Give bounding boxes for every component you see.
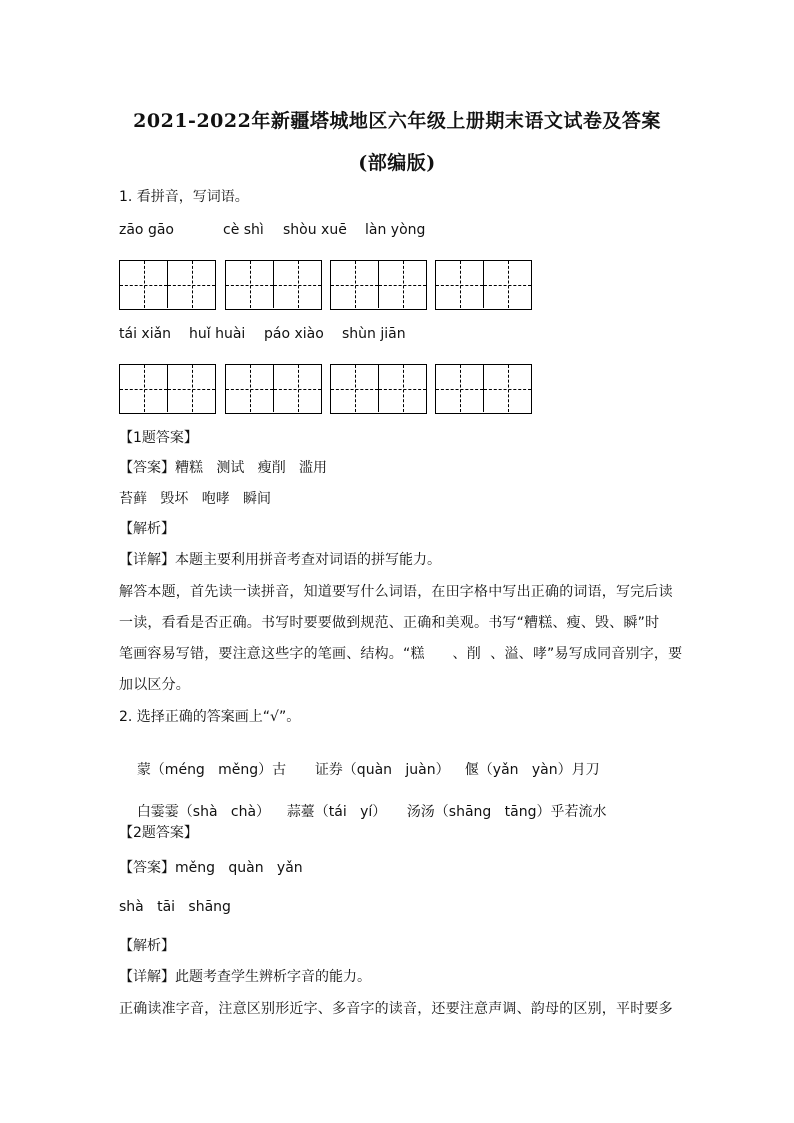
choice-item[interactable]: 汤汤（shāng tāng）乎若流水 (406, 804, 607, 820)
choice-item[interactable]: 蒙（méng měng）古 (136, 762, 287, 778)
tianzige-box[interactable] (330, 260, 427, 310)
q1-pinyin-row-1 (119, 222, 425, 238)
pinyin-item: cè shì (223, 222, 264, 238)
answer-label: 【答案】 (119, 860, 175, 876)
detail-label: 【详解】 (119, 552, 175, 568)
detail-text: 本题主要利用拼音考查对词语的拼写能力。 (175, 552, 441, 568)
choice-item[interactable]: 证券（quàn juàn） (314, 762, 450, 778)
answer-text: 糟糕 测试 瘦削 滥用 (175, 460, 328, 476)
answer-label: 【答案】 (119, 460, 175, 476)
q2-analysis-header: 【解析】 (119, 938, 175, 954)
pinyin-item: làn yòng (365, 222, 426, 238)
tianzige-box[interactable] (119, 260, 216, 310)
q2-explain-line: 正确读准字音，注意区别形近字、多音字的读音，还要注意声调、韵母的区别，平时要多 (119, 1001, 673, 1017)
answer-text: měng quàn yǎn (175, 860, 303, 876)
tianzige-box[interactable] (225, 364, 322, 414)
detail-label: 【详解】 (119, 969, 175, 985)
choice-item[interactable]: 白霎霎（shà chà） (136, 804, 271, 820)
q1-explain-line-4: 加以区分。 (119, 677, 190, 693)
tianzige-box[interactable] (119, 364, 216, 414)
q2-answer-line-1 (119, 857, 303, 877)
pinyin-item: shòu xuē (283, 222, 347, 238)
title-line-1: 2021-2022年新疆塔城地区六年级上册期末语文试卷及答案 (133, 110, 661, 132)
q2-answer-line-2: shà tāi shāng (119, 899, 231, 915)
tianzige-box[interactable] (330, 364, 427, 414)
tianzige-box[interactable] (435, 364, 532, 414)
q1-explain-line-1: 解答本题，首先读一读拼音，知道要写什么词语，在田字格中写出正确的词语，写完后读 (119, 584, 673, 600)
q1-detail (119, 549, 441, 569)
tianzige-box[interactable] (225, 260, 322, 310)
choice-item[interactable]: 偃（yǎn yàn）月刀 (464, 762, 600, 778)
pinyin-item: shùn jiān (342, 326, 406, 342)
pinyin-item: páo xiào (264, 326, 324, 342)
q1-answer-header: 【1题答案】 (119, 430, 198, 446)
pinyin-item: tái xiǎn (119, 326, 172, 342)
q1-explain-line-2: 一读，看看是否正确。书写时要要做到规范、正确和美观。书写“糟糕、瘦、毁、瞬”时 (119, 615, 660, 631)
title-line-2: (部编版) (358, 152, 436, 174)
pinyin-item: zāo gāo (119, 222, 174, 238)
q2-stem: 2. 选择正确的答案画上“√”。 (119, 709, 301, 725)
q1-stem: 1. 看拼音，写词语。 (119, 189, 249, 205)
pinyin-item: huǐ huài (189, 326, 246, 342)
q1-answer-line-1 (119, 457, 327, 477)
q2-detail (119, 966, 371, 986)
q1-explain-line-3: 笔画容易写错，要注意这些字的笔画、结构。“糕 、削 、溢、哮”易写成同音别字，要 (119, 646, 683, 662)
choice-item[interactable]: 蒜薹（tái yí） (286, 804, 387, 820)
q2-answer-header: 【2题答案】 (119, 825, 198, 841)
q1-pinyin-row-2 (119, 326, 406, 342)
q1-analysis-header: 【解析】 (119, 521, 175, 537)
detail-text: 此题考查学生辨析字音的能力。 (175, 969, 371, 985)
tianzige-box[interactable] (435, 260, 532, 310)
q1-answer-line-2: 苔藓 毁坏 咆哮 瞬间 (119, 491, 272, 507)
